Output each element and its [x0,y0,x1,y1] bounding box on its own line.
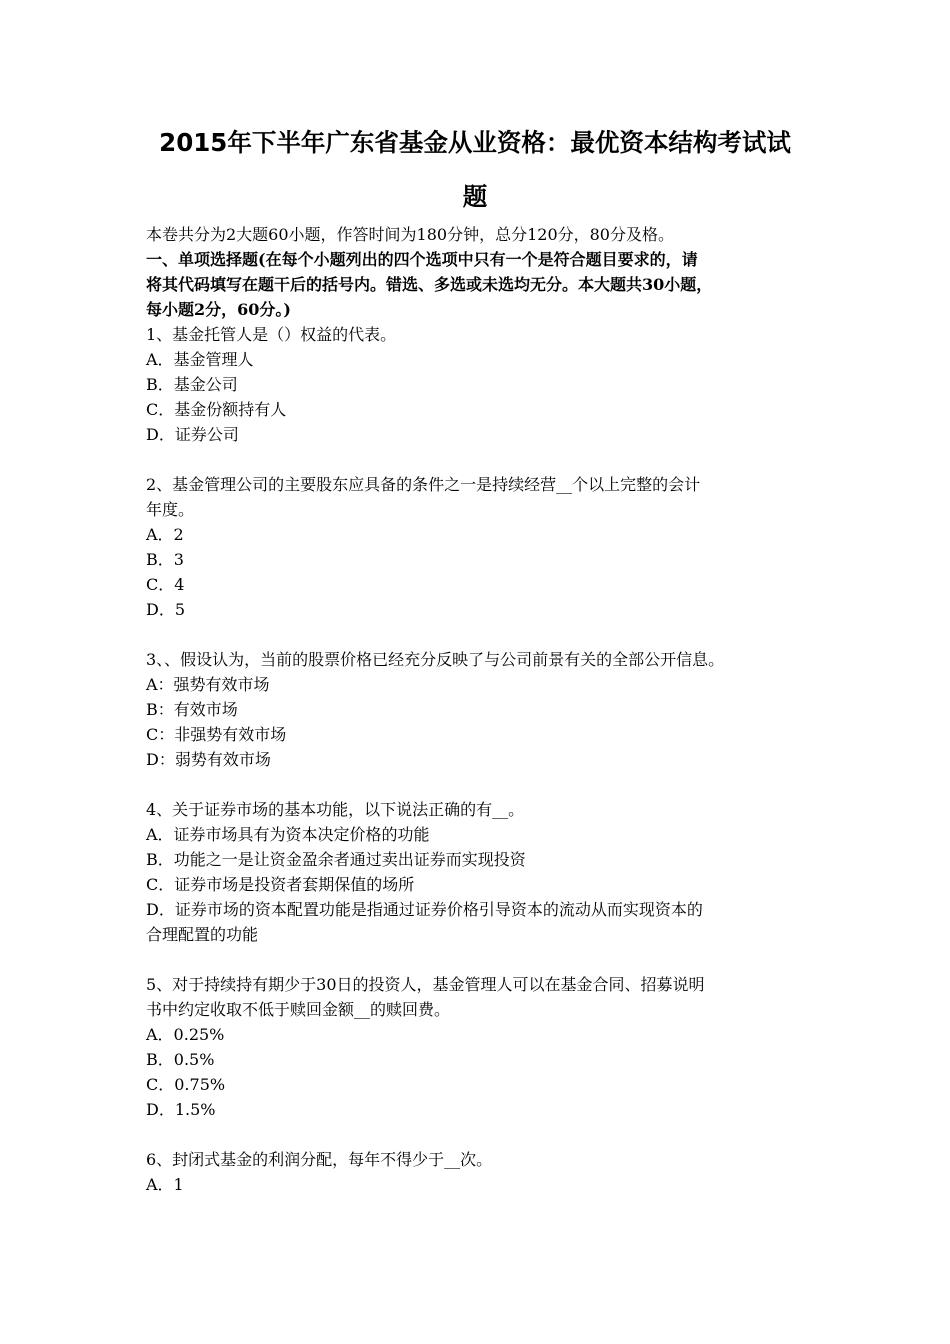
title-line-1: 2015年下半年广东省基金从业资格：最优资本结构考试试 [159,128,791,157]
question-option: A．2 [146,525,184,544]
section-heading-line: 每小题2分，60分。) [146,300,291,319]
question-stem: 书中约定收取不低于赎回金额__的赎回费。 [146,1000,451,1019]
question-option: A：强势有效市场 [146,675,270,694]
question-stem: 1、基金托管人是（）权益的代表。 [146,325,397,344]
question-option: A．1 [146,1175,184,1194]
question-option: B．功能之一是让资金盈余者通过卖出证券而实现投资 [146,850,526,869]
question-option: A．证券市场具有为资本决定价格的功能 [146,825,430,844]
question-option: B．0.5% [146,1050,215,1069]
question-option: C．证券市场是投资者套期保值的场所 [146,875,415,894]
section-heading-line: 一、单项选择题(在每个小题列出的四个选项中只有一个是符合题目要求的，请 [146,250,698,269]
question-option: A．0.25% [146,1025,225,1044]
question-spacer [146,447,810,472]
question-spacer [146,947,810,972]
document-body [146,222,810,1197]
question-stem: 年度。 [146,500,195,519]
question-stem: 2、基金管理公司的主要股东应具备的条件之一是持续经营__个以上完整的会计 [146,475,701,494]
question-option: C：非强势有效市场 [146,725,287,744]
question-2 [146,472,810,622]
question-option: D．证券市场的资本配置功能是指通过证券价格引导资本的流动从而实现资本的 [146,900,703,919]
question-stem: 6、封闭式基金的利润分配，每年不得少于__次。 [146,1150,493,1169]
title-line-2: 题 [462,182,488,211]
question-6 [146,1147,810,1197]
question-option: D．1.5% [146,1100,216,1119]
question-option: D．证券公司 [146,425,239,444]
section-heading [146,247,810,322]
document-title [120,116,830,224]
question-spacer [146,772,810,797]
question-stem: 3、、假设认为，当前的股票价格已经充分反映了与公司前景有关的全部公开信息。 [146,650,725,669]
question-option: D：弱势有效市场 [146,750,271,769]
question-stem: 5、对于持续持有期少于30日的投资人，基金管理人可以在基金合同、招募说明 [146,975,705,994]
question-option: A．基金管理人 [146,350,254,369]
question-option: C．0.75% [146,1075,226,1094]
question-option: B．基金公司 [146,375,238,394]
question-stem: 4、关于证券市场的基本功能，以下说法正确的有__。 [146,800,525,819]
question-5 [146,972,810,1122]
question-1 [146,322,810,447]
exam-intro: 本卷共分为2大题60小题，作答时间为180分钟，总分120分，80分及格。 [146,225,674,244]
question-spacer [146,622,810,647]
question-option: C．基金份额持有人 [146,400,287,419]
section-heading-line: 将其代码填写在题干后的括号内。错选、多选或未选均无分。本大题共30小题， [146,275,713,294]
question-option: D．5 [146,600,186,619]
question-option: C．4 [146,575,185,594]
question-4 [146,797,810,947]
question-option: B．3 [146,550,184,569]
question-3 [146,647,810,772]
question-spacer [146,1122,810,1147]
question-option: B：有效市场 [146,700,238,719]
question-option: 合理配置的功能 [146,925,259,944]
